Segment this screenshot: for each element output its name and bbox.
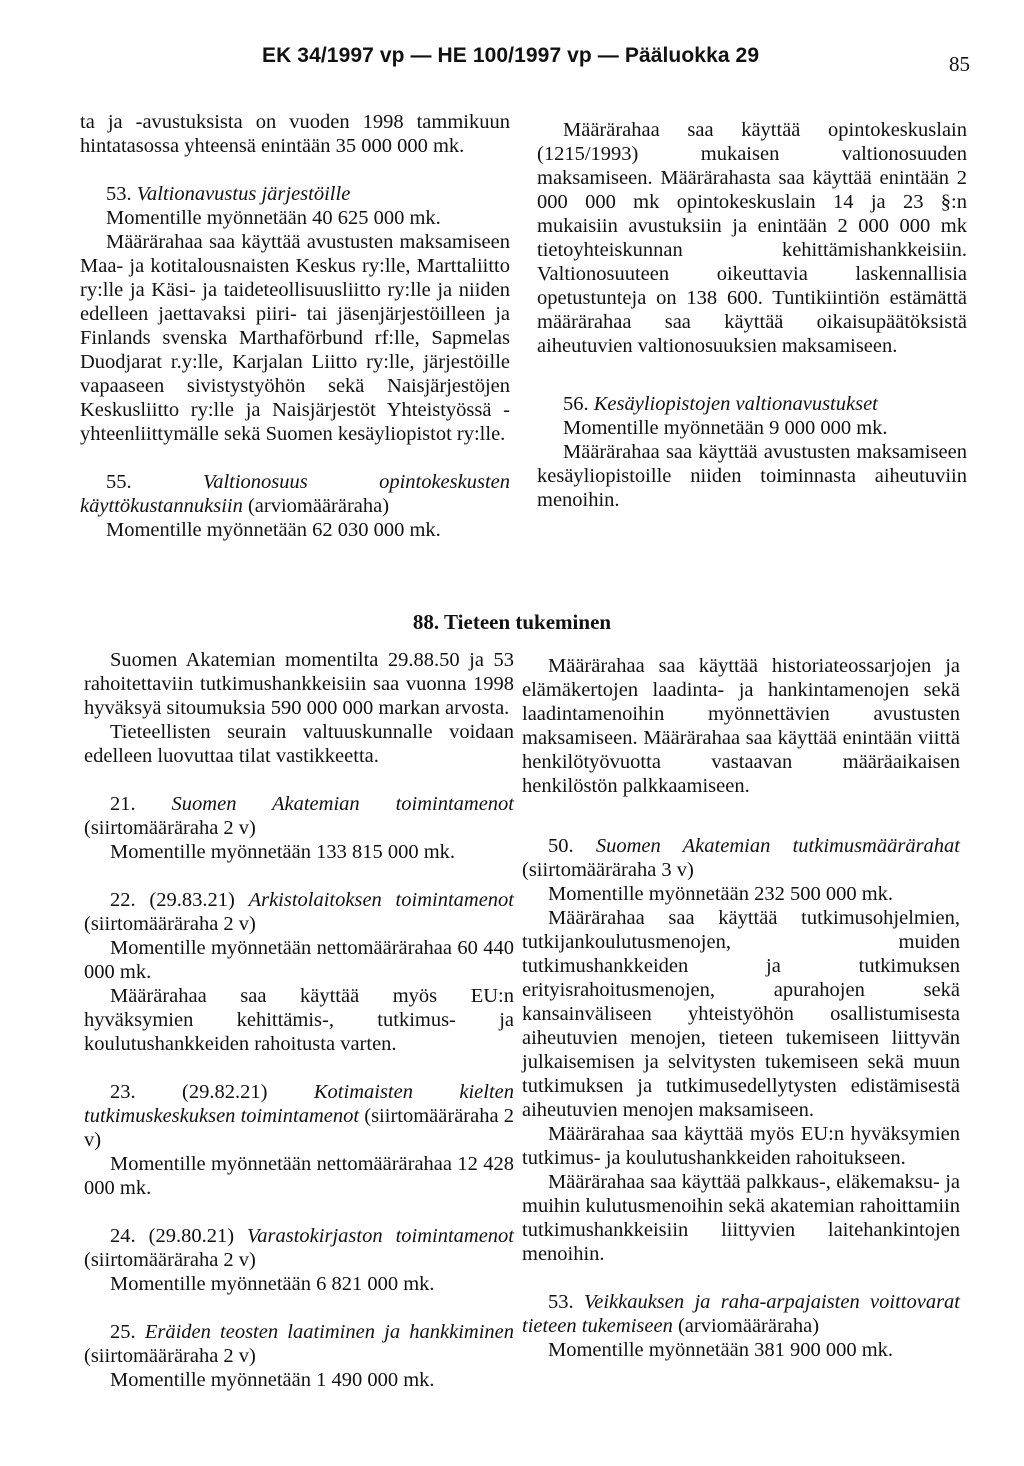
item-title: Kesäyliopistojen valtionavustukset: [593, 393, 878, 415]
item-note: (arviomääräraha): [247, 495, 390, 517]
item-56-kesayliopistot: [537, 392, 967, 512]
page-number: 85: [949, 52, 970, 76]
item-number: 25.: [110, 1321, 136, 1343]
item-title: Veikkauksen ja raha-arpajaisten voittovarat tieteen tukemiseen: [522, 1291, 960, 1337]
item-number: 53.: [106, 183, 132, 205]
appropriation-line: Momentille myönnetään 381 900 000 mk.: [548, 1339, 894, 1361]
appropriation-line: Momentille myönnetään 9 000 000 mk.: [563, 417, 888, 439]
intro-text: Suomen Akatemian momentilta 29.88.50 ja 53 rahoitettaviin tutkimushankkeisiin saa vuonna 1998 hyväksyä sitoumuksia 590 000 000 markan arvosta.: [84, 649, 514, 719]
item-55-opintokeskukset: [80, 470, 510, 542]
appropriation-line: Momentille myönnetään nettomäärärahaa 12 428 000 mk.: [84, 1153, 514, 1199]
item-number: 56.: [563, 393, 589, 415]
item-title: Valtionavustus järjestöille: [136, 183, 351, 205]
item-number: 23. (29.82.21): [110, 1081, 268, 1103]
item-text: Määrärahaa saa käyttää avustusten maksamiseen kesäyliopistoille niiden toiminnasta aiheutuviin menoihin.: [537, 441, 967, 511]
item-text: Määrärahaa saa käyttää avustusten maksamiseen Maa- ja kotitalousnaisten Keskus ry:lle, Marttaliitto ry:lle ja Käsi- ja taideteollisuusliitto ry:lle ja niiden edelleen jaettavaksi piiri- tai jäsenjärjestöilleen ja Finlands svenska Marthaförbund rf:lle, Sapmelas Duodjarat r.y:lle, Karjalan Liitto ry:lle, järjestöille vapaaseen sivistystyöhön sekä Naisjärjestöjen Keskusliitto ry:lle ja Naisjärjestöt Yhteistyössä -yhteenliittymälle sekä Suomen kesäyliopistot ry:lle.: [80, 231, 510, 445]
item-title: Valtionosuus opintokeskusten käyttökustannuksiin: [80, 471, 511, 517]
item-22-arkistolaitos: [84, 888, 514, 1056]
item-title: Suomen Akatemian tutkimusmäärärahat: [595, 835, 960, 857]
appropriation-line: Momentille myönnetään nettomäärärahaa 60 440 000 mk.: [84, 937, 514, 983]
item-number: 53.: [548, 1291, 574, 1313]
appropriation-line: Momentille myönnetään 232 500 000 mk.: [548, 883, 894, 905]
top-right-column: [537, 118, 967, 536]
item-21-akatemia: [84, 792, 514, 864]
item-title: Varastokirjaston toimintamenot: [247, 1225, 515, 1247]
item-text: Määrärahaa saa käyttää myös EU:n hyväksymien tutkimus- ja koulutushankkeiden rahoitukseen.: [522, 1123, 960, 1169]
appropriation-line: Momentille myönnetään 133 815 000 mk.: [110, 841, 456, 863]
appropriation-line: Momentille myönnetään 40 625 000 mk.: [106, 207, 441, 229]
item-24-varastokirjasto: [84, 1224, 514, 1296]
item-text: Määrärahaa saa käyttää myös EU:n hyväksymien kehittämis-, tutkimus- ja koulutushankkeiden rahoitusta varten.: [84, 985, 514, 1055]
intro-text: Tieteellisten seurain valtuuskunnalle voidaan edelleen luovuttaa tilat vastikkeetta.: [84, 721, 514, 767]
item-number: 50.: [548, 835, 574, 857]
item-number: 24. (29.80.21): [110, 1225, 235, 1247]
item-number: 21.: [110, 793, 136, 815]
item-note: (siirtomääräraha 2 v): [84, 1345, 256, 1367]
running-header: EK 34/1997 vp — HE 100/1997 vp — Pääluokka 29: [262, 44, 760, 67]
item-text: Määrärahaa saa käyttää historiateossarjojen ja elämäkertojen laadinta- ja hankintamenojen sekä laadintamenoihin myönnettävien avustusten maksamiseen. Määrärahaa saa käyttää enintään viittä henkilötyövuotta vastaavan määräaikaisen henkilöstön palkkaamiseen.: [522, 655, 960, 797]
item-title: Suomen Akatemian toimintamenot: [171, 793, 515, 815]
item-title: Arkistolaitoksen toimintamenot: [248, 889, 514, 911]
item-number: 55.: [106, 471, 132, 493]
item-text: Määrärahaa saa käyttää tutkimusohjelmien, tutkijankoulutusmenojen, muiden tutkimushankkeiden ja tutkimuksen erityisrahoitusmenojen, apurahojen sekä kansainväliseen yhteistyöhön osallistumisesta aiheutuvien menojen, tieteen tukemiseen liittyvän julkaisemisen ja selvitysten tukemiseen sekä muun tutkimuksen ja tutkimusedellytysten edistämisestä aiheutuvien menojen maksamiseen.: [522, 907, 960, 1121]
appropriation-line: Momentille myönnetään 62 030 000 mk.: [106, 519, 441, 541]
continuation-text: ta ja -avustuksista on vuoden 1998 tammikuun hintatasossa yhteensä enintään 35 000 000 mk.: [80, 111, 510, 157]
bottom-left-column: [84, 648, 514, 1416]
item-53-valtionavustus: [80, 182, 510, 446]
item-50-tutkimusmaararahat: [522, 834, 960, 1266]
item-note: (siirtomääräraha 2 v): [84, 1249, 256, 1271]
item-note: (arviomääräraha): [677, 1315, 820, 1337]
appropriation-line: Momentille myönnetään 6 821 000 mk.: [110, 1273, 435, 1295]
item-number: 22. (29.83.21): [110, 889, 235, 911]
item-53-veikkaus: [522, 1290, 960, 1362]
bottom-right-column: [522, 654, 960, 1386]
item-note: (siirtomääräraha 2 v): [84, 913, 256, 935]
appropriation-line: Momentille myönnetään 1 490 000 mk.: [110, 1369, 435, 1391]
item-note: (siirtomääräraha 2 v): [84, 1105, 515, 1151]
item-text: Määrärahaa saa käyttää palkkaus-, eläkemaksu- ja muihin kulutusmenoihin sekä akatemian rahoittamiin tutkimushankkeisiin liittyvien laitehankintojen menoihin.: [522, 1171, 960, 1265]
item-note: (siirtomääräraha 2 v): [84, 817, 256, 839]
top-left-column: [80, 110, 510, 566]
section-heading: 88. Tieteen tukeminen: [412, 610, 612, 634]
item-text: Määrärahaa saa käyttää opintokeskuslain (1215/1993) mukaisen valtionosuuden maksamiseen. Määrärahasta saa käyttää enintään 2 000 000 mk opintokeskuslain 14 ja 23 §:n mukaisiin avustuksiin ja enintään 2 000 000 mk tietoyhteiskunnan kehittämishankkeisiin. Valtionosuuteen oikeuttavia laskennallisia opetustunteja on 138 600. Tuntikiintiön estämättä määrärahaa saa käyttää oikaisupäätöksistä aiheutuvien valtionosuuksien maksamiseen.: [537, 119, 967, 357]
item-23-kotimaiset-kielet: [84, 1080, 514, 1200]
item-25-teokset: [84, 1320, 514, 1392]
item-title: Eräiden teosten laatiminen ja hankkiminen: [144, 1321, 515, 1343]
item-note: (siirtomääräraha 3 v): [522, 859, 694, 881]
page-header: [0, 44, 1024, 84]
item-title: Kotimaisten kielten tutkimuskeskuksen toimintamenot: [84, 1081, 515, 1127]
